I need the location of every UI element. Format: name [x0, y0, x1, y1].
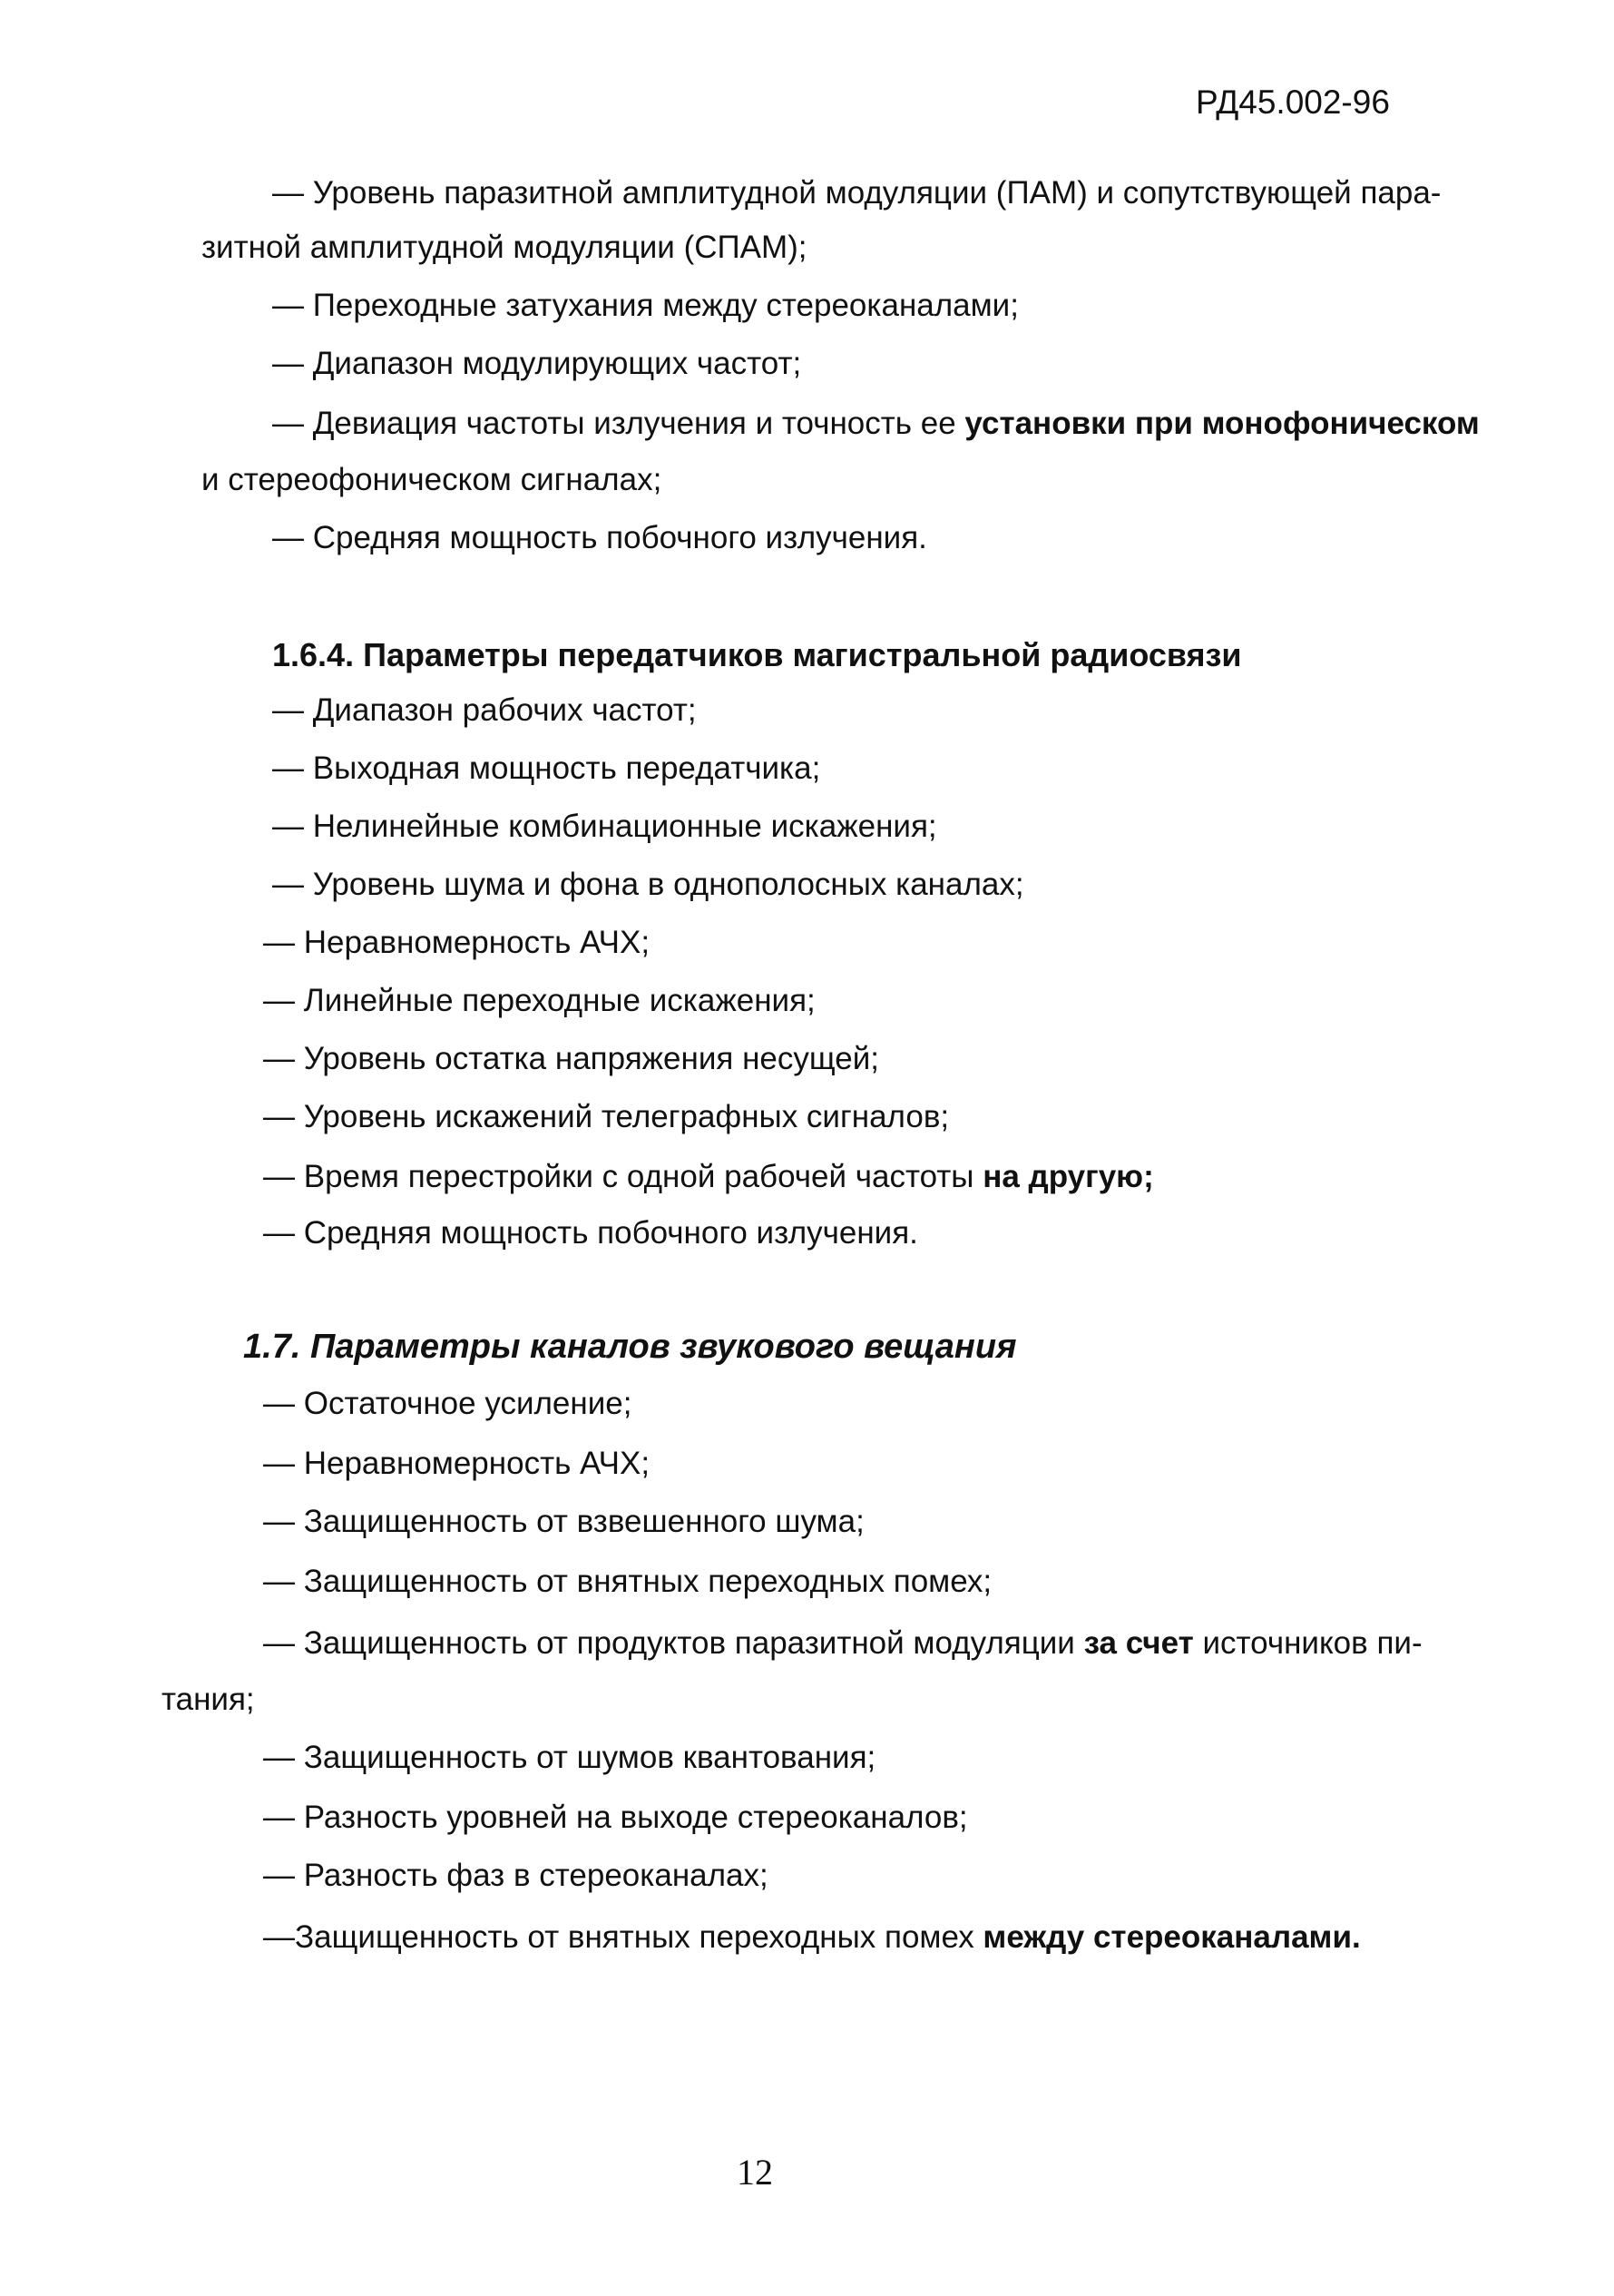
list-item: — Защищенность от шумов квантования; [263, 1740, 876, 1775]
list-item-continuation: зитной амплитудной модуляции (СПАМ); [201, 230, 807, 265]
list-item: — Защищенность от взвешенного шума; [263, 1504, 865, 1539]
list-item: — Выходная мощность передатчика; [272, 751, 821, 786]
list-item [272, 405, 1480, 443]
list-item-bold-text: установки при монофоническом [964, 406, 1480, 441]
list-item-text: — Защищенность от продуктов паразитной модуляции [263, 1625, 1084, 1661]
list-item: — Уровень искажений телеграфных сигналов; [263, 1099, 950, 1134]
list-item-bold-text: на другую; [983, 1159, 1154, 1194]
list-item: — Разность уровней на выходе стереоканалов; [263, 1800, 968, 1835]
list-item: — Неравномерность АЧХ; [263, 925, 650, 960]
list-item-text: —Защищенность от внятных переходных помех [263, 1919, 983, 1955]
list-item: — Защищенность от внятных переходных помех; [263, 1564, 993, 1599]
document-code: РД45.002-96 [1196, 83, 1390, 121]
list-item: — Уровень паразитной амплитудной модуляции (ПАМ) и сопутствующей пара- [272, 175, 1442, 211]
list-item-text: — Время перестройки с одной рабочей частоты [263, 1159, 983, 1194]
list-item-bold-text: за счет [1083, 1625, 1194, 1661]
list-item: — Диапазон модулирующих частот; [272, 346, 802, 381]
list-item: — Средняя мощность побочного излучения. [272, 520, 927, 555]
list-item: — Разность фаз в стереоканалах; [263, 1858, 768, 1893]
list-item: — Уровень шума и фона в однополосных каналах; [272, 867, 1024, 902]
list-item-continuation: и стереофоническом сигналах; [201, 462, 662, 497]
list-item: — Уровень остатка напряжения несущей; [263, 1041, 880, 1076]
list-item-continuation: тания; [161, 1682, 255, 1717]
section-heading-1-7: 1.7. Параметры каналов звукового вещания [243, 1328, 1017, 1366]
list-item: — Диапазон рабочих частот; [272, 692, 697, 728]
list-item: — Остаточное усиление; [263, 1386, 632, 1421]
list-item: — Нелинейные комбинационные искажения; [272, 809, 937, 844]
list-item: — Неравномерность АЧХ; [263, 1446, 650, 1481]
list-item: — Переходные затухания между стереоканалами; [272, 288, 1019, 323]
list-item-text: источников пи- [1193, 1625, 1423, 1661]
list-item-text: — Девиация частоты излучения и точность ее [272, 406, 965, 441]
page-number: 12 [737, 2152, 773, 2193]
list-item: — Линейные переходные искажения; [263, 983, 816, 1018]
list-item: — Средняя мощность побочного излучения. [263, 1215, 918, 1251]
list-item [263, 1158, 1154, 1196]
list-item-bold-text: между стереоканалами. [983, 1919, 1361, 1955]
list-item [263, 1918, 1361, 1957]
list-item [263, 1624, 1423, 1663]
section-heading-1-6-4: 1.6.4. Параметры передатчиков магистральной радиосвязи [272, 636, 1242, 673]
